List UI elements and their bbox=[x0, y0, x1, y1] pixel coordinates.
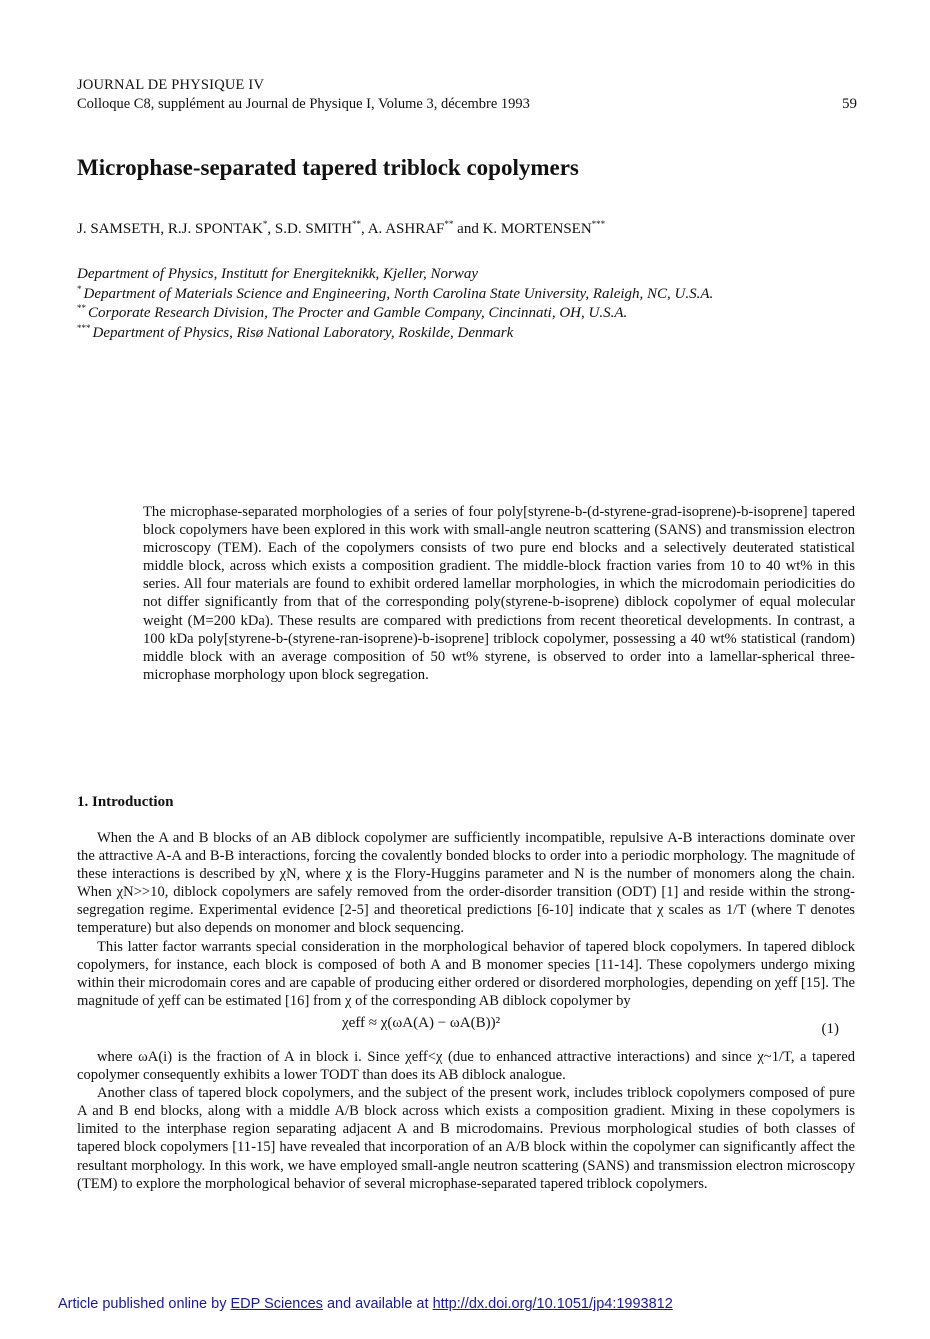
affiliation-marker: ** bbox=[77, 303, 86, 313]
footer-middle: and available at bbox=[322, 1296, 433, 1312]
journal-name: JOURNAL DE PHYSIQUE IV bbox=[77, 77, 265, 93]
abstract: The microphase-separated morphologies of a series of four poly[styrene-b-(d-styrene-grad-isoprene)-b-isoprene] tapered block copolymers have been explored in this work with small-angle neutron scattering (SANS) and transmission electron microscopy (TEM). Each of the copolymers consists of two pure end blocks and a selectively deuterated statistical middle block, across which exists a composition gradient. The middle-block fraction varies from 10 to 40 wt% in this series. All four materials are found to exhibit ordered lamellar morphologies, in which the microdomain periodicities do not differ significantly from that of the corresponding poly(styrene-b-isoprene) diblock copolymer of equal molecular weight (M=200 kDa). These results are compared with predictions from recent theoretical developments. In contrast, a 100 kDa poly[styrene-b-(styrene-ran-isoprene)-b-isoprene] triblock copolymer, possessing a 40 wt% statistical (random) middle block with an average composition of 50 wt% styrene, is observed to order into a lamellar-spherical three-microphase morphology upon block segregation. bbox=[143, 504, 855, 683]
affiliation-marker: * bbox=[77, 283, 82, 294]
affiliation-marker: *** bbox=[77, 322, 91, 333]
paragraph: where ωA(i) is the fraction of A in block i. Since χeff<χ (due to enhanced attractive interactions) and since χ~1/T, a tapered copolymer consequently exhibits a lower TODT than does its AB diblock analogue. bbox=[77, 1048, 855, 1084]
paper-title: Microphase-separated tapered triblock copolymers bbox=[77, 155, 579, 180]
author-list bbox=[77, 219, 857, 239]
affiliation-text: Department of Physics, Risø National Laboratory, Roskilde, Denmark bbox=[92, 324, 514, 341]
colloque-info: Colloque C8, supplément au Journal de Physique I, Volume 3, décembre 1993 bbox=[77, 96, 530, 112]
footer-prefix: Article published online by bbox=[58, 1296, 231, 1312]
equation: χeff ≈ χ(ωA(A) − ωA(B))² bbox=[342, 1014, 501, 1031]
page-number: 59 bbox=[842, 96, 857, 112]
section-heading-introduction: 1. Introduction bbox=[77, 794, 174, 810]
affiliation-text: Corporate Research Division, The Procter and Gamble Company, Cincinnati, OH, U.S.A. bbox=[88, 305, 628, 321]
affiliation-item bbox=[77, 304, 877, 324]
author-ashraf: , A. ASHRAF bbox=[361, 221, 445, 237]
publication-footer bbox=[58, 1296, 878, 1312]
colloque-line bbox=[77, 95, 857, 114]
equation-row bbox=[77, 1010, 855, 1048]
paragraph: Another class of tapered block copolymers, and the subject of the present work, includes triblock copolymers composed of pure A and B end blocks, along with a middle A/B block across which exists a composition gradient. Mixing in these copolymers is limited to the interphase region separating adjacent A and B microdomains. Previous morphological studies of both classes of tapered block copolymers [11-15] have revealed that incorporation of an A/B block within the copolymer can significantly affect the resultant morphology. In this work, we have employed small-angle neutron scattering (SANS) and transmission electron microscopy (TEM) to explore the morphological behavior of several microphase-separated tapered triblock copolymers. bbox=[77, 1085, 855, 1192]
author-samseth-spontak: J. SAMSETH, R.J. SPONTAK bbox=[77, 221, 263, 237]
affiliation-text: Department of Physics, Institutt for Energiteknikk, Kjeller, Norway bbox=[77, 266, 479, 282]
affiliation-text: Department of Materials Science and Engineering, North Carolina State University, Raleigh, NC, U.S.A. bbox=[83, 285, 714, 302]
introduction-body bbox=[77, 829, 855, 1193]
journal-header bbox=[77, 76, 857, 114]
affiliation-item bbox=[77, 324, 877, 344]
affiliation-item bbox=[77, 265, 877, 285]
publisher-link[interactable]: EDP Sciences bbox=[230, 1296, 323, 1312]
author-mortensen: and K. MORTENSEN bbox=[453, 221, 592, 237]
author-marker: ** bbox=[444, 219, 454, 229]
author-marker: *** bbox=[591, 219, 606, 229]
paragraph: When the A and B blocks of an AB diblock copolymer are sufficiently incompatible, repulsive A-B interactions dominate over the attractive A-A and B-B interactions, forcing the covalently bonded blocks to order into a periodic morphology. The magnitude of these interactions is described by χN, where χ is the Flory-Huggins parameter and N is the number of monomers along the chain. When χN>>10, diblock copolymers are safely removed from the order-disorder transition (ODT) [1] and reside within the strong-segregation regime. Experimental evidence [2-5] and theoretical predictions [6-10] indicate that χ scales as 1/T (where T denotes temperature) but also depends on monomer and block sequencing. bbox=[77, 830, 855, 937]
equation-number: (1) bbox=[821, 1020, 839, 1037]
doi-link[interactable]: http://dx.doi.org/10.1051/jp4:1993812 bbox=[432, 1296, 673, 1312]
author-marker: ** bbox=[352, 219, 362, 229]
affiliation-list bbox=[77, 265, 877, 343]
author-smith: , S.D. SMITH bbox=[267, 221, 353, 237]
affiliation-item bbox=[77, 285, 877, 305]
author-marker: * bbox=[262, 219, 268, 229]
paragraph: This latter factor warrants special consideration in the morphological behavior of tapered block copolymers. In tapered diblock copolymers, for instance, each block is composed of both A and B monomer species [11-14]. These copolymers undergo mixing within their microdomain cores and are capable of producing either ordered or disordered morphologies, depending on χeff [15]. The magnitude of χeff can be estimated [16] from χ of the corresponding AB diblock copolymer by bbox=[77, 938, 855, 1009]
